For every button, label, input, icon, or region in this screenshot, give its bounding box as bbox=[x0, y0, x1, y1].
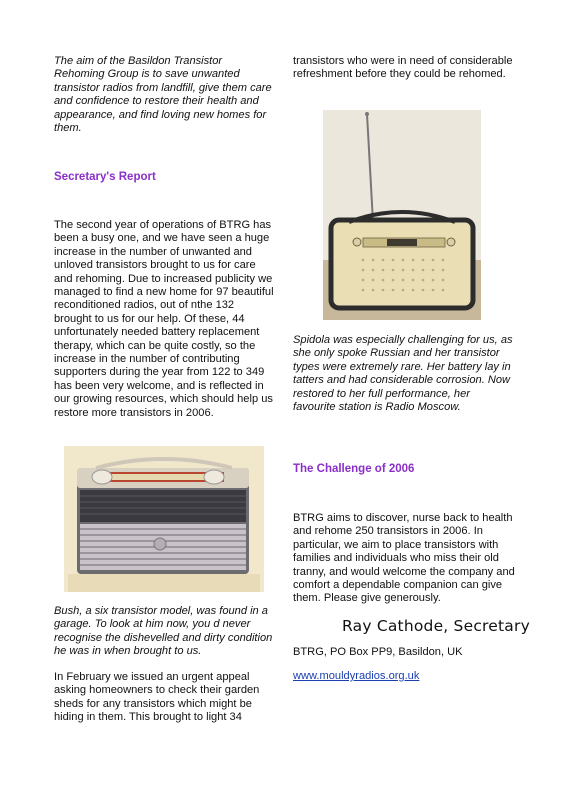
intro-text: The aim of the Basildon Transistor Rehoming Group is to save unwanted transistor radios from landfill, give them care and confidence to restore their health and appearance, and find loving new homes for them. bbox=[54, 55, 272, 135]
challenge-heading: The Challenge of 2006 bbox=[293, 463, 415, 475]
spidola-caption: Spidola was especially challenging for us, as she only spoke Russian and her transistor types were extremely rare. Her battery lay in tatters and had considerable corrosion. Now restored to her full performance, her favourite station is Radio Moscow. bbox=[293, 334, 513, 414]
signature: Ray Cathode, Secretary bbox=[342, 617, 530, 635]
report-paragraph: The second year of operations of BTRG has been a busy one, and we have seen a huge increase in the number of unwanted and unloved transistors brought to us for care and rehoming. Due to increased publicity we managed to find a new home for 97 beautiful reconditioned radios, out of nthe 132 brought to us for our help. Of these, 44 unfortunately needed battery replacement therapy, which can be quite costly, so the increase in the number of contributing supporters during the year from 122 to 349 has been very welcome, and is reflected in our growing resources, which should help us restore more transistors in 2006. bbox=[54, 219, 274, 419]
bush-radio-photo bbox=[64, 446, 264, 592]
spidola-radio-illustration bbox=[323, 110, 481, 320]
postal-address: BTRG, PO Box PP9, Basildon, UK bbox=[293, 646, 463, 658]
continuation-text: transistors who were in need of considerable refreshment before they could be rehomed. bbox=[293, 55, 513, 81]
website-link[interactable]: www.mouldyradios.org.uk bbox=[293, 670, 420, 682]
bush-radio-illustration bbox=[64, 446, 264, 592]
secretary-report-heading: Secretary's Report bbox=[54, 171, 156, 183]
bush-caption: Bush, a six transistor model, was found in a garage. To look at him now, you d never recognise the dishevelled and dirty condition he was in when brought to us. bbox=[54, 605, 273, 658]
february-paragraph: In February we issued an urgent appeal asking homeowners to check their garden sheds for any transistors which might be hiding in them. This brought to light 34 bbox=[54, 671, 260, 724]
challenge-paragraph: BTRG aims to discover, nurse back to health and rehome 250 transistors in 2006. In particular, we aim to place transistors with families and individuals who miss their old tranny, and would welcome the company and comfort a dependable companion can give them. Please give generously. bbox=[293, 512, 515, 605]
spidola-radio-photo bbox=[323, 110, 481, 320]
